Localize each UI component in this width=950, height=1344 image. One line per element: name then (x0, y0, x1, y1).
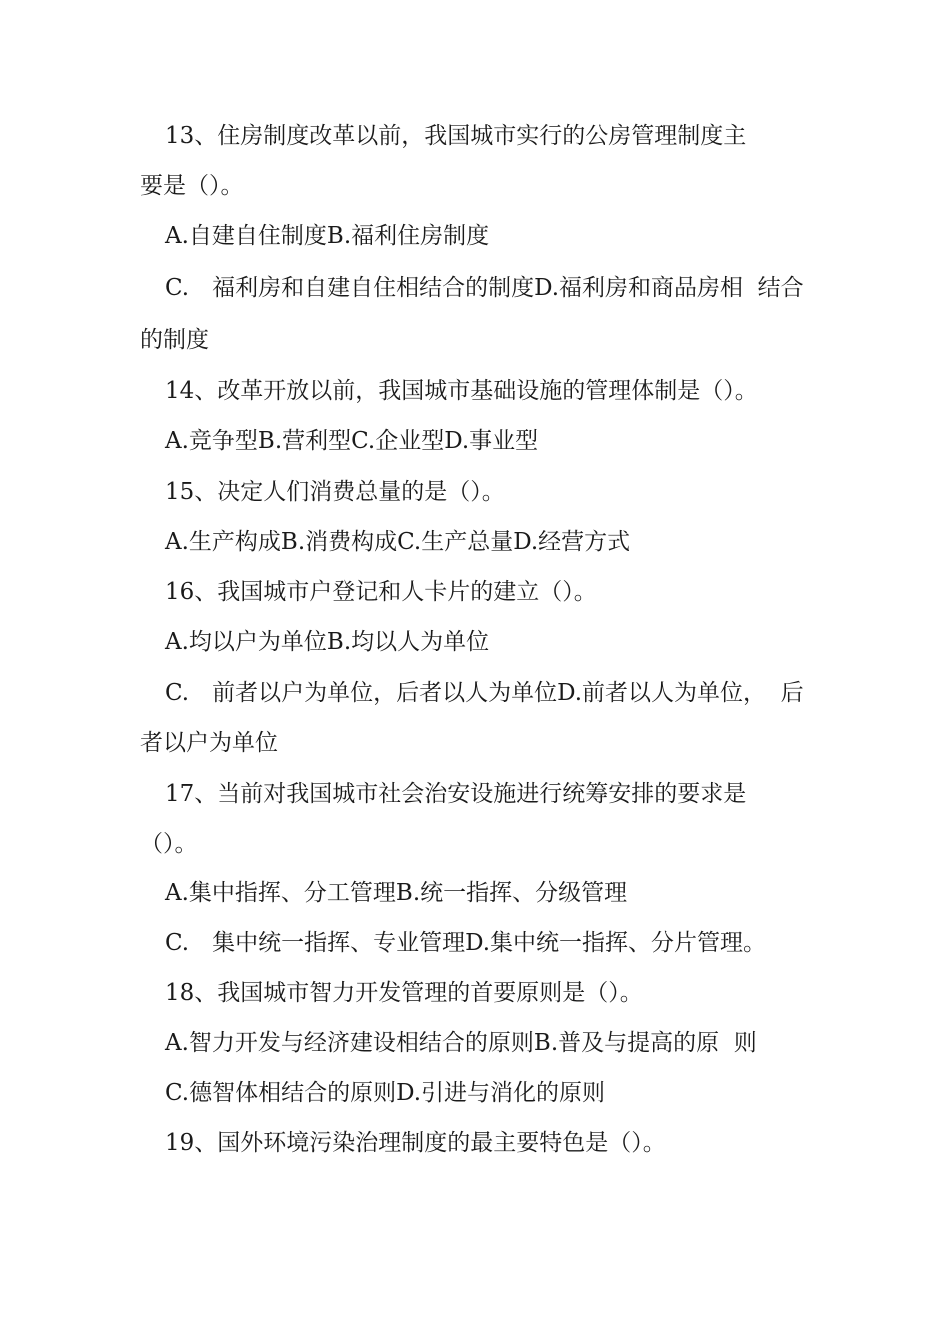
question-15-options: A.生产构成B.消费构成C.生产总量D.经营方式 (165, 529, 631, 555)
question-13-line-1: 13、住房制度改革以前，我国城市实行的公房管理制度主 (165, 123, 747, 149)
question-13-options-cd: C. 福利房和自建自住相结合的制度D.福利房和商品房相 结合 (165, 275, 804, 301)
question-13-options-cd-cont: 的制度 (140, 327, 209, 353)
question-16-options-cd: C. 前者以户为单位，后者以人为单位D.前者以人为单位， 后 (165, 680, 804, 706)
question-19: 19、国外环境污染治理制度的最主要特色是（）。 (165, 1130, 666, 1156)
question-13-line-2: 要是（）。 (140, 173, 244, 199)
question-16: 16、我国城市户登记和人卡片的建立（）。 (165, 579, 597, 605)
question-15: 15、决定人们消费总量的是（）。 (165, 479, 505, 505)
question-17-line-2: （）。 (140, 831, 198, 857)
question-14-options: A.竞争型B.营利型C.企业型D.事业型 (165, 428, 539, 454)
question-18-options-cd: C.德智体相结合的原则D.引进与消化的原则 (165, 1080, 606, 1106)
question-18-options-ab: A.智力开发与经济建设相结合的原则B.普及与提高的原 则 (165, 1030, 757, 1056)
question-13-options-ab: A.自建自住制度B.福利住房制度 (165, 223, 490, 249)
question-16-options-ab: A.均以户为单位B.均以人为单位 (165, 629, 490, 655)
question-17-line-1: 17、当前对我国城市社会治安设施进行统筹安排的要求是 (165, 781, 747, 807)
question-17-options-cd: C. 集中统一指挥、专业管理D.集中统一指挥、分片管理。 (165, 930, 767, 956)
question-17-options-ab: A.集中指挥、分工管理B.统一指挥、分级管理 (165, 880, 628, 906)
question-18: 18、我国城市智力开发管理的首要原则是（）。 (165, 980, 643, 1006)
question-14: 14、改革开放以前，我国城市基础设施的管理体制是（）。 (165, 378, 758, 404)
question-16-options-cd-cont: 者以户为单位 (140, 730, 278, 756)
